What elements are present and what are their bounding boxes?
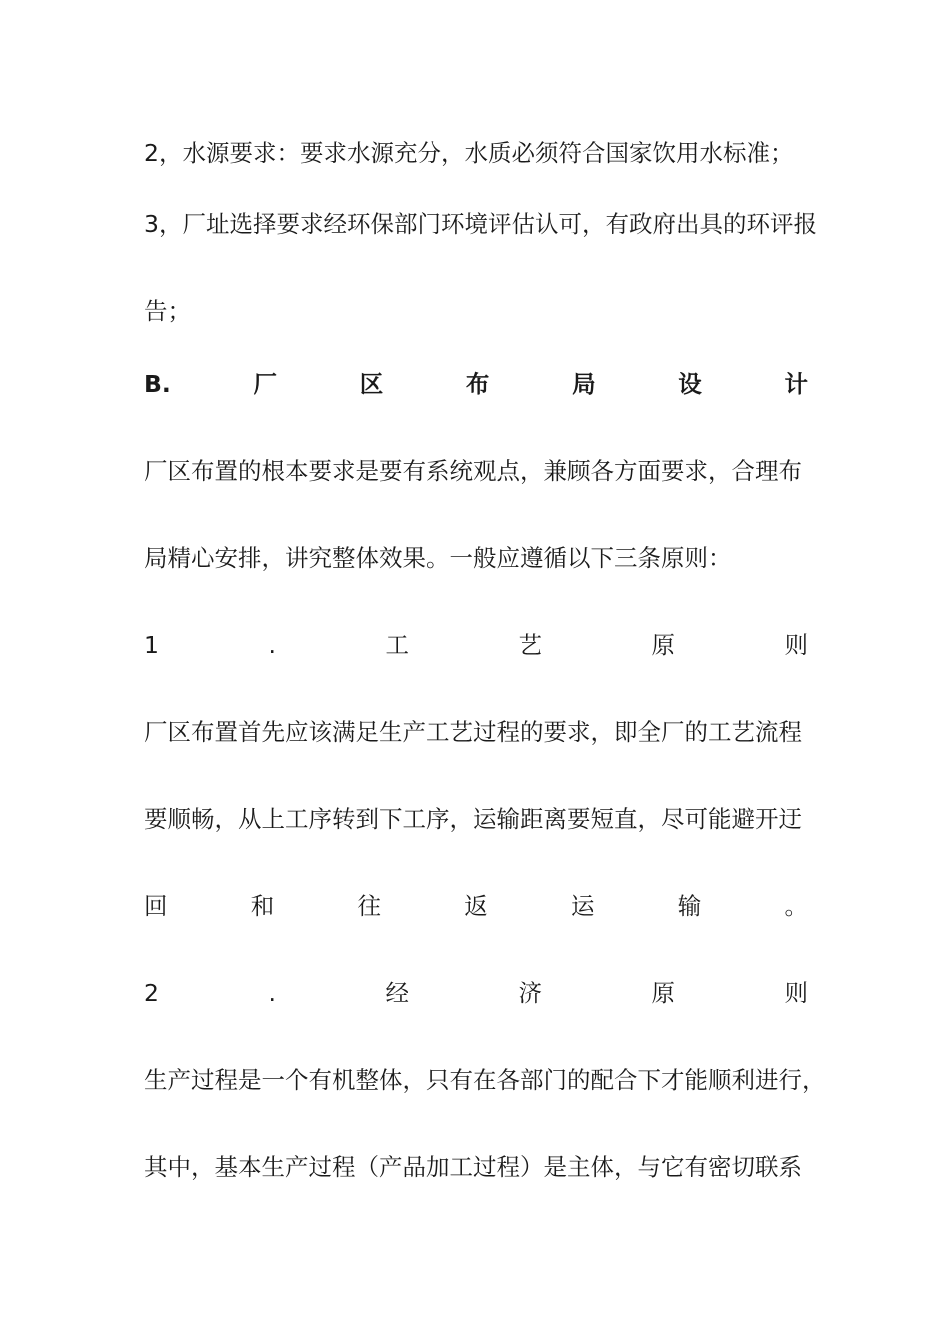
principle-char: 原 <box>651 631 675 659</box>
principle-char: 则 <box>784 631 808 659</box>
principle-2-heading <box>144 978 808 1008</box>
environment-requirement-line-1: 3，厂址选择要求经环保部门环境评估认可，有政府出具的环评报 <box>144 210 817 238</box>
principle-char: 则 <box>784 979 808 1007</box>
principle-char: 工 <box>385 631 409 659</box>
layout-paragraph-line-1: 厂区布置的根本要求是要有系统观点，兼顾各方面要求，合理布 <box>144 457 802 485</box>
heading-char: 局 <box>572 370 596 398</box>
principle-char: 济 <box>518 979 542 1007</box>
principle-char: 原 <box>651 979 675 1007</box>
principle-char: 2 <box>144 979 159 1007</box>
process-char: 输 <box>677 892 702 920</box>
process-char: 。 <box>784 892 808 920</box>
principle-char: 经 <box>385 979 409 1007</box>
principle-char: . <box>268 979 276 1007</box>
heading-char: 区 <box>359 370 384 398</box>
process-paragraph-line-2: 要顺畅，从上工序转到下工序，运输距离要短直，尽可能避开迂 <box>144 805 802 833</box>
principle-char: 艺 <box>518 631 542 659</box>
process-char: 运 <box>571 892 595 920</box>
process-char: 往 <box>357 892 381 920</box>
heading-char: 布 <box>465 370 490 398</box>
heading-char: 厂 <box>253 370 278 398</box>
environment-requirement-line-2: 告； <box>144 297 191 325</box>
layout-paragraph-line-2: 局精心安排，讲究整体效果。一般应遵循以下三条原则： <box>144 544 732 572</box>
economy-paragraph-line-1: 生产过程是一个有机整体，只有在各部门的配合下才能顺利进行， <box>144 1066 826 1094</box>
water-requirement-line: 2，水源要求：要求水源充分，水质必须符合国家饮用水标准； <box>144 139 794 167</box>
heading-char: 计 <box>784 370 808 398</box>
economy-paragraph-line-2: 其中，基本生产过程（产品加工过程）是主体，与它有密切联系 <box>144 1153 802 1181</box>
heading-char: B. <box>144 370 171 398</box>
process-char: 回 <box>144 892 168 920</box>
principle-char: 1 <box>144 631 159 659</box>
principle-char: . <box>268 631 276 659</box>
process-paragraph-line-1: 厂区布置首先应该满足生产工艺过程的要求，即全厂的工艺流程 <box>144 718 802 746</box>
section-heading-b <box>144 369 808 399</box>
process-char: 和 <box>250 892 275 920</box>
heading-char: 设 <box>678 370 702 398</box>
principle-1-heading <box>144 630 808 660</box>
process-char: 返 <box>464 892 488 920</box>
process-paragraph-line-3 <box>144 891 808 921</box>
